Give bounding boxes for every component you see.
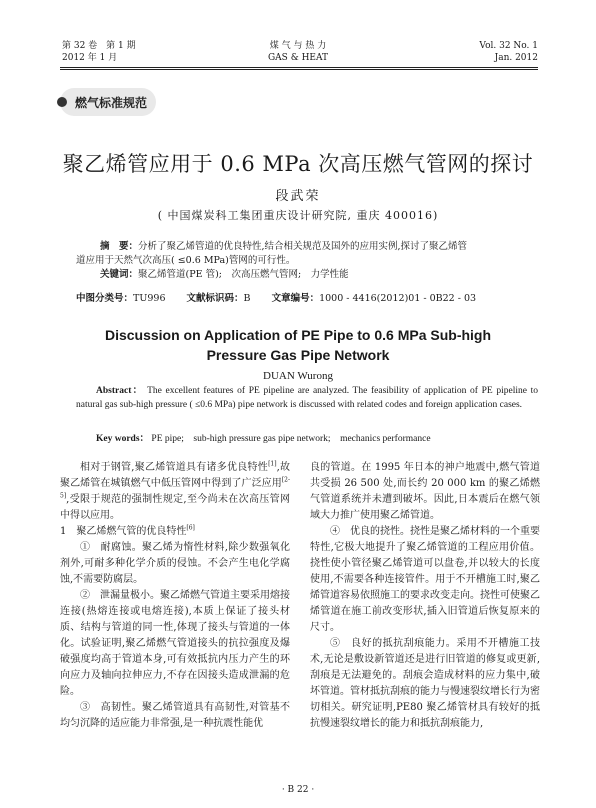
abstract-en bbox=[76, 384, 538, 412]
keywords-en-text: PE pipe; sub-high pressure gas pipe network; mechanics performance bbox=[151, 434, 431, 444]
keywords-cn-label: 关键词： bbox=[100, 269, 139, 280]
title-en-line1: Discussion on Application of PE Pipe to 0.6 MPa Sub-high bbox=[104, 327, 492, 343]
intro-text-a: 相对于钢管,聚乙烯管道具有诸多优良特性 bbox=[80, 462, 269, 473]
header-volume: 第 32 卷 第 1 期 bbox=[62, 41, 136, 51]
column-tag-label: 燃气标准规范 bbox=[74, 95, 147, 110]
author-en: DUAN Wurong bbox=[263, 370, 333, 382]
intro-text-b: ,故聚乙烯管在城镇燃气中低压管网中得到了广泛应用 bbox=[60, 462, 290, 489]
classification-line bbox=[76, 292, 536, 305]
body-paragraph: ③ 高韧性。聚乙烯管道具有高韧性,对管基不均匀沉降的适应能力非常强,是一种抗震性能优 bbox=[60, 702, 290, 729]
doc-code-label: 文献标识码： bbox=[186, 293, 244, 304]
keywords-en-label: Key words： bbox=[96, 434, 150, 444]
abstract-cn-line2: 道应用于天然气次高压( ≤0.6 MPa)管网的可行性。 bbox=[76, 255, 296, 266]
section-heading bbox=[60, 524, 290, 540]
article-no-label: 文章编号： bbox=[271, 293, 320, 304]
header-journal-cn: 煤 气 与 热 力 bbox=[269, 41, 327, 51]
abstract-cn bbox=[76, 240, 536, 282]
header-date: 2012 年 1 月 bbox=[62, 53, 118, 63]
header-rule bbox=[60, 67, 538, 68]
header-journal-en: GAS & HEAT bbox=[267, 53, 329, 63]
doc-code-value: B bbox=[243, 293, 251, 304]
header-volume-en: Vol. 32 No. 1 bbox=[479, 41, 538, 51]
body-paragraph: ② 泄漏量极小。聚乙烯燃气管道主要采用熔接连接(热熔连接或电熔连接),本质上保证了接头材质、结构与管道的同一性,体现了接头与管道的一体化。试验证明,聚乙烯燃气管道接头的抗拉强度及爆破强度均高于管道本身,可有效抵抗内压力产生的环向应力及轴向拉伸应力,不存在因接头造成泄漏的危险。 bbox=[60, 590, 290, 697]
page-number: · B 22 · bbox=[281, 785, 315, 795]
affiliation-cn: ( 中国煤炭科工集团重庆设计研究院, 重庆 400016) bbox=[157, 209, 439, 222]
header-rule-thin bbox=[60, 69, 538, 70]
header-date-en: Jan. 2012 bbox=[494, 53, 538, 63]
abstract-en-label: Abstract： bbox=[96, 386, 144, 396]
citation-ref: [1] bbox=[268, 460, 277, 468]
keywords-en bbox=[96, 430, 431, 444]
citation-ref: [6] bbox=[186, 524, 195, 532]
running-header-right bbox=[479, 40, 538, 64]
abstract-cn-label: 摘 要： bbox=[100, 241, 139, 252]
body-paragraph-continued: 良的管道。在 1995 年日本的神户地震中,燃气管道共受损 26 500 处,而长约 20 000 km 的聚乙烯燃气管道系统并未遭到破坏。因此,日本震后在燃气领域大力推广使用聚乙烯管道。 bbox=[310, 462, 540, 521]
section-title: 1 聚乙烯燃气管的优良特性 bbox=[60, 526, 187, 537]
keywords-cn-text: 聚乙烯管道(PE 管); 次高压燃气管网; 力学性能 bbox=[138, 269, 349, 280]
title-en bbox=[0, 325, 596, 365]
bullet-dot-icon bbox=[57, 97, 67, 107]
body-column-left bbox=[60, 460, 290, 732]
author-cn: 段武荣 bbox=[275, 189, 321, 204]
intro-text-c: ,受限于规范的强制性规定,至今尚未在次高压管网中得以应用。 bbox=[60, 494, 290, 521]
body-paragraph: ① 耐腐蚀。聚乙烯为惰性材料,除少数强氧化剂外,可耐多种化学介质的侵蚀。不会产生电化学腐蚀,不需要防腐层。 bbox=[60, 542, 290, 585]
clc-value: TU996 bbox=[133, 293, 166, 304]
title-cn: 聚乙烯管应用于 0.6 MPa 次高压燃气管网的探讨 bbox=[62, 152, 534, 176]
body-column-right bbox=[310, 460, 540, 732]
column-tag bbox=[60, 88, 156, 116]
clc-label: 中图分类号： bbox=[76, 293, 134, 304]
article-no-value: 1000 - 4416(2012)01 - 0B22 - 03 bbox=[319, 293, 477, 304]
title-en-line2: Pressure Gas Pipe Network bbox=[206, 347, 390, 363]
body-paragraph: ④ 优良的挠性。挠性是聚乙烯材料的一个重要特性,它极大地提升了聚乙烯管道的工程应用价值。挠性使小管径聚乙烯管道可以盘卷,并以较大的长度使用,不需要各种连接管件。用于不开槽施工时,聚乙烯管道容易依照施工的要求改变走向。挠性可使聚乙烯管道在施工前改变形状,插入旧管道后恢复原来的尺寸。 bbox=[310, 526, 540, 633]
intro-paragraph bbox=[60, 460, 290, 524]
citation-ref: [2-5] bbox=[60, 476, 290, 500]
abstract-en-text: The excellent features of PE pipeline are analyzed. The feasibility of application of PE pipeline to natural gas sub-high pressure ( ≤0.6 MPa) pipe network is discussed with related codes and foreign application cases. bbox=[76, 386, 538, 410]
abstract-cn-line1: 分析了聚乙烯管道的优良特性,结合相关规范及国外的应用实例,探讨了聚乙烯管 bbox=[138, 241, 468, 252]
body-paragraph: ⑤ 良好的抵抗刮痕能力。采用不开槽施工技术,无论是敷设新管道还是进行旧管道的修复或更新,刮痕是无法避免的。刮痕会造成材料的应力集中,破坏管道。管材抵抗刮痕的能力与慢速裂纹增长行为密切相关。研究证明,PE80 聚乙烯管材具有较好的抵抗慢速裂纹增长的能力和抵抗刮痕能力, bbox=[310, 638, 540, 729]
